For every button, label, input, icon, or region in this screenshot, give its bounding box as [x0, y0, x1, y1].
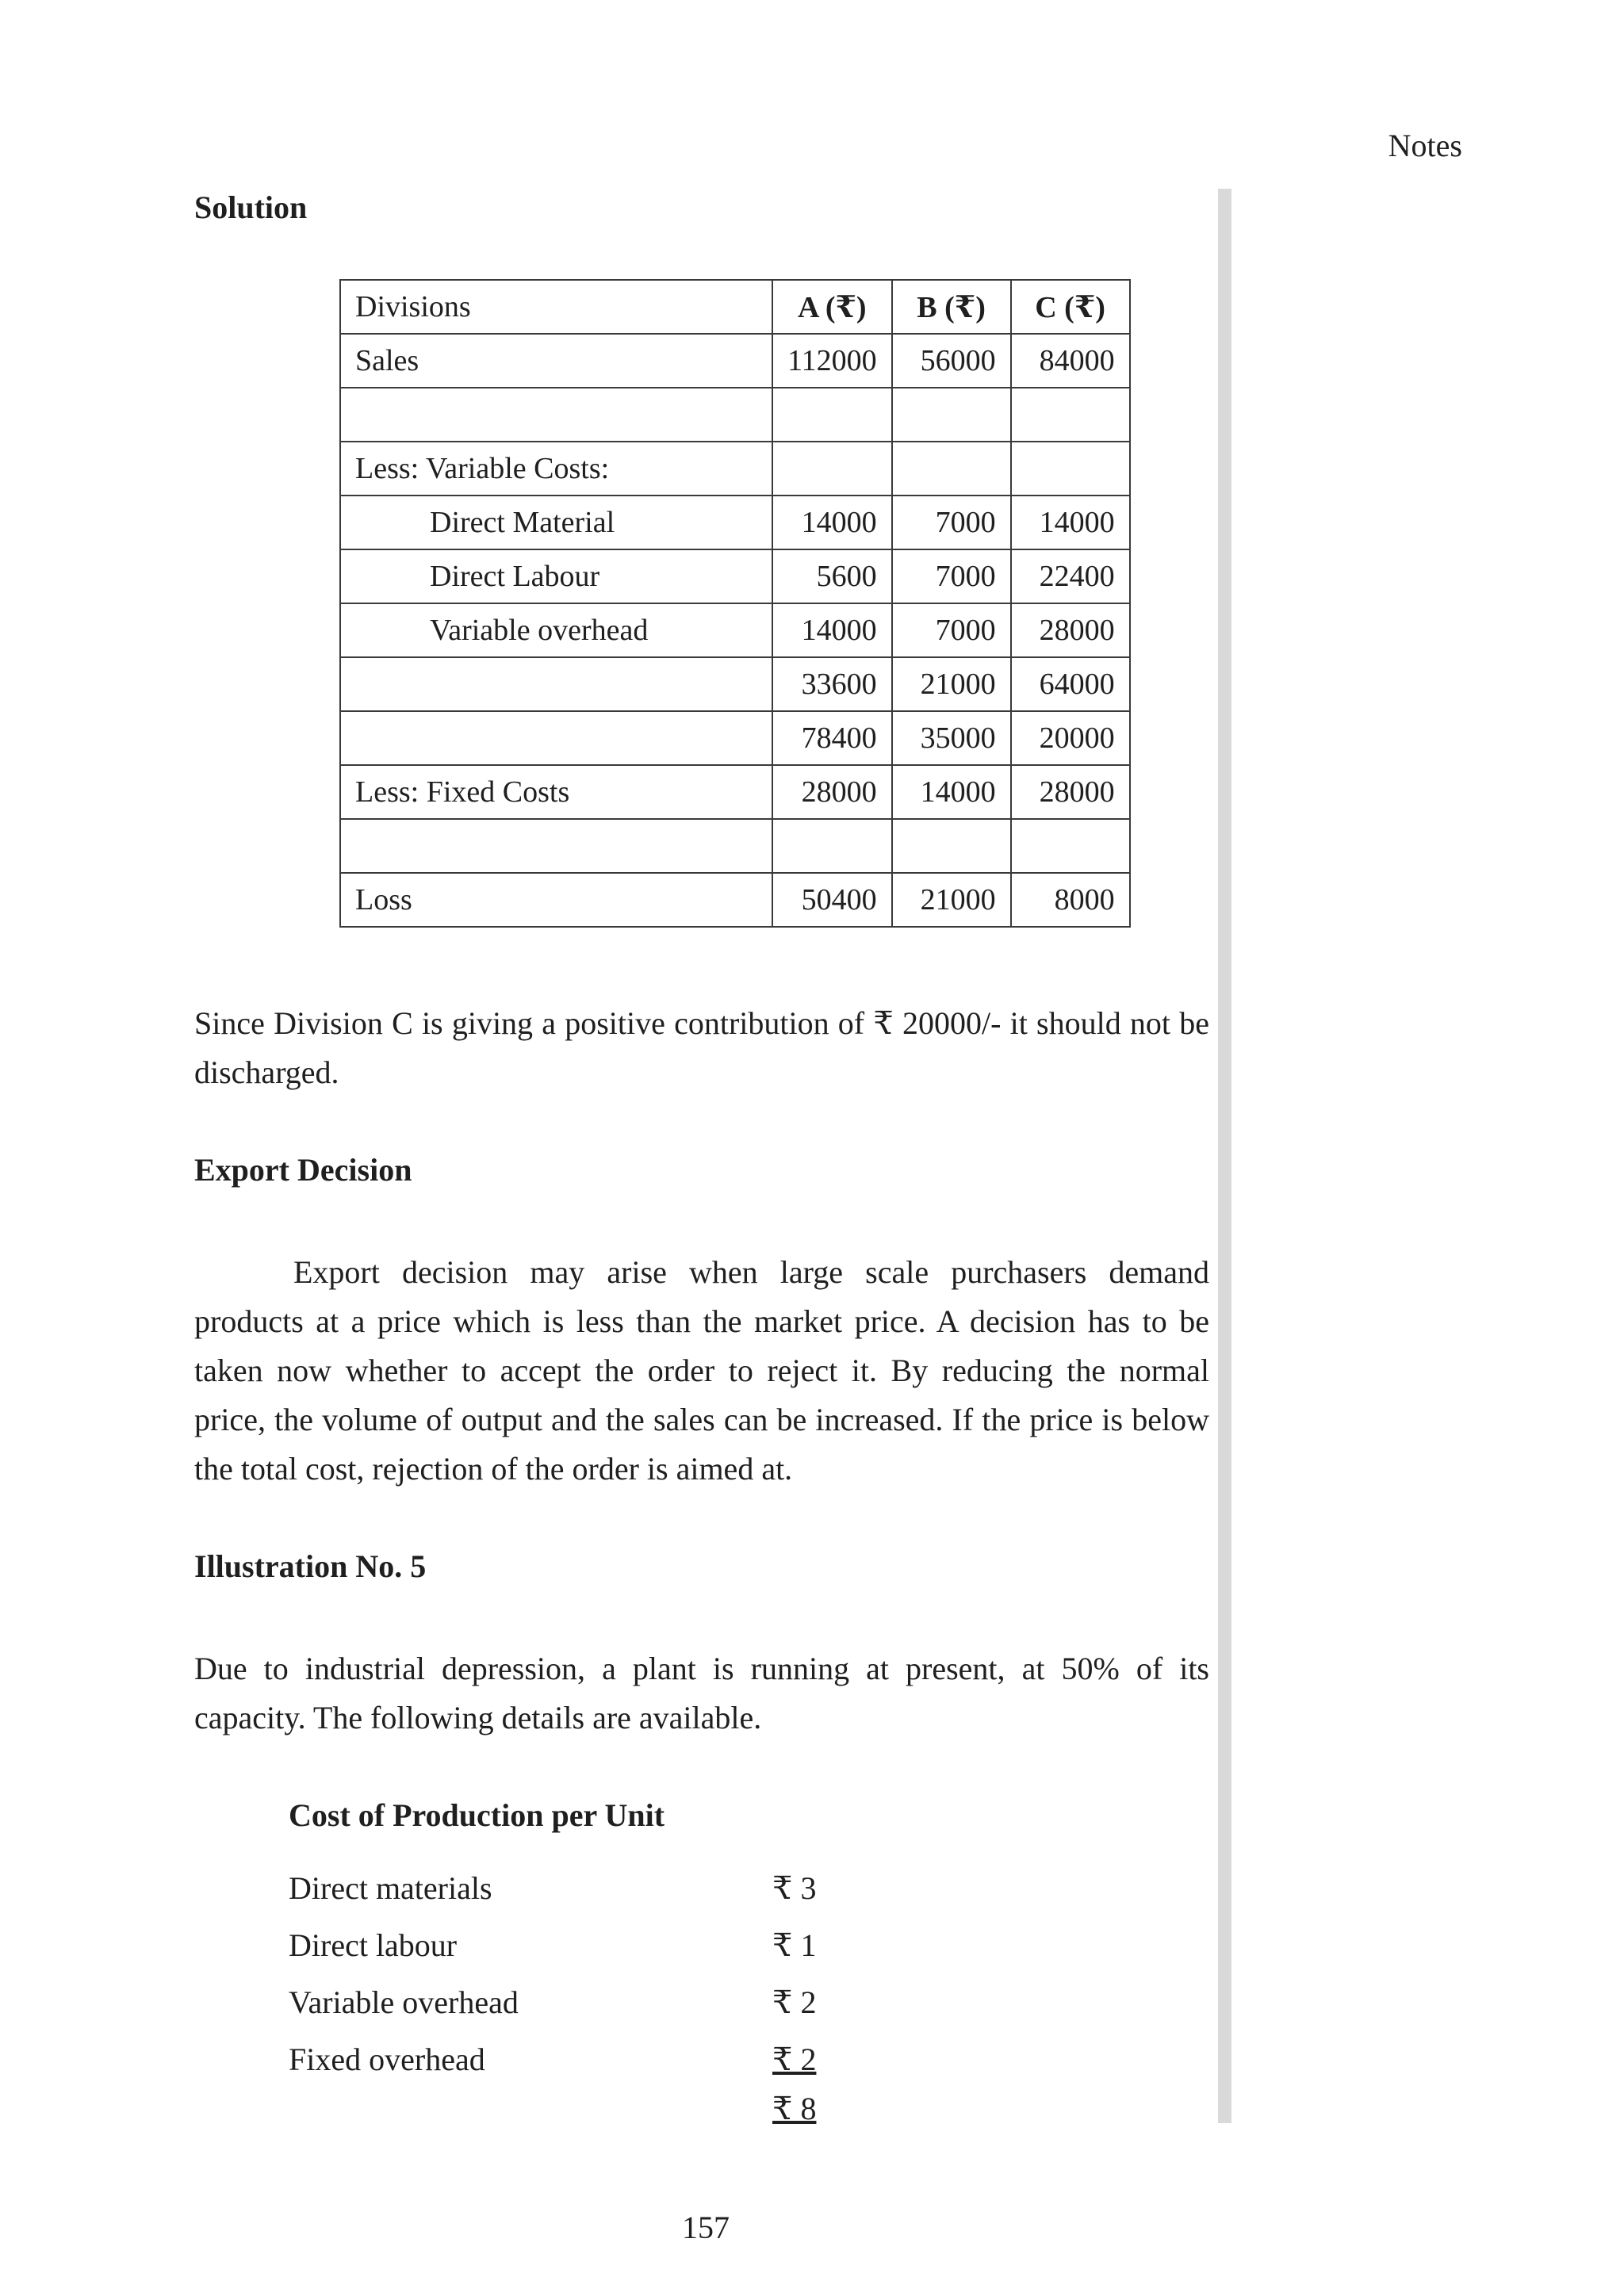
cost-total-value: ₹ 8	[772, 2091, 817, 2126]
table-row	[340, 711, 1130, 765]
cost-total	[289, 2090, 844, 2137]
cell-b	[892, 442, 1011, 496]
cost-of-production-title: Cost of Production per Unit	[289, 1797, 665, 1833]
cell-b: 7000	[892, 603, 1011, 657]
cell-c: 14000	[1011, 496, 1130, 549]
cost-value: ₹ 3	[772, 1870, 817, 1906]
table-row	[340, 603, 1130, 657]
row-label: Loss	[340, 873, 772, 927]
row-label	[340, 711, 772, 765]
row-label: Direct Material	[340, 496, 772, 549]
row-label: Sales	[340, 334, 772, 388]
export-decision-heading: Export Decision	[194, 1152, 412, 1188]
header-a: A (₹)	[772, 280, 892, 334]
table-row	[340, 657, 1130, 711]
page-number: 157	[682, 2210, 730, 2245]
cell-b: 21000	[892, 873, 1011, 927]
table-row	[340, 819, 1130, 873]
table-row	[340, 765, 1130, 819]
cell-a: 14000	[772, 496, 892, 549]
cell-a: 33600	[772, 657, 892, 711]
cell-a: 50400	[772, 873, 892, 927]
cell-b: 7000	[892, 496, 1011, 549]
cell-b: 7000	[892, 549, 1011, 603]
cost-item	[289, 2041, 844, 2088]
cell-b: 35000	[892, 711, 1011, 765]
cost-label: Fixed overhead	[289, 2042, 485, 2077]
cell-c	[1011, 442, 1130, 496]
cost-label: Direct labour	[289, 1927, 458, 1963]
cell-a: 78400	[772, 711, 892, 765]
cost-value: ₹ 1	[772, 1927, 817, 1963]
cell-c: 64000	[1011, 657, 1130, 711]
illustration-paragraph: Due to industrial depression, a plant is running at present, at 50% of its capacity. The following details are available.	[194, 1651, 1209, 1735]
cell-b: 14000	[892, 765, 1011, 819]
division-cost-table	[339, 279, 1131, 928]
row-label	[340, 388, 772, 442]
row-label	[340, 819, 772, 873]
row-label: Direct Labour	[340, 549, 772, 603]
header-b: B (₹)	[892, 280, 1011, 334]
cost-label: Variable overhead	[289, 1984, 519, 2020]
cell-a	[772, 442, 892, 496]
cell-b	[892, 388, 1011, 442]
cost-value: ₹ 2	[772, 1984, 817, 2020]
cost-item	[289, 1984, 844, 2031]
header-divisions: Divisions	[340, 280, 772, 334]
table-row	[340, 549, 1130, 603]
illustration-heading: Illustration No. 5	[194, 1548, 427, 1584]
table-row	[340, 496, 1130, 549]
table-row	[340, 388, 1130, 442]
cell-a	[772, 819, 892, 873]
row-label: Less: Variable Costs:	[340, 442, 772, 496]
notes-margin-label: Notes	[1388, 128, 1462, 163]
cell-a: 28000	[772, 765, 892, 819]
cell-b: 21000	[892, 657, 1011, 711]
cell-c	[1011, 388, 1130, 442]
cell-a	[772, 388, 892, 442]
solution-conclusion: Since Division C is giving a positive contribution of ₹ 20000/- it should not be discharged.	[194, 1005, 1209, 1090]
table-row	[340, 873, 1130, 927]
export-decision-paragraph: Export decision may arise when large scale purchasers demand products at a price which is less than the market price. A decision has to be taken now whether to accept the order to reject it. By reducing the normal price, the volume of output and the sales can be increased. If the price is below the total cost, rejection of the order is aimed at.	[194, 1254, 1209, 1487]
cell-c: 22400	[1011, 549, 1130, 603]
cell-c: 28000	[1011, 765, 1130, 819]
cell-c: 28000	[1011, 603, 1130, 657]
cell-a: 112000	[772, 334, 892, 388]
cell-a: 5600	[772, 549, 892, 603]
cell-c	[1011, 819, 1130, 873]
row-label: Less: Fixed Costs	[340, 765, 772, 819]
header-c: C (₹)	[1011, 280, 1130, 334]
cell-c: 84000	[1011, 334, 1130, 388]
cell-c: 20000	[1011, 711, 1130, 765]
cost-item	[289, 1927, 844, 1974]
row-label	[340, 657, 772, 711]
cell-b: 56000	[892, 334, 1011, 388]
cell-b	[892, 819, 1011, 873]
cell-c: 8000	[1011, 873, 1130, 927]
cost-value: ₹ 2	[772, 2042, 817, 2077]
table-row	[340, 334, 1130, 388]
cost-label: Direct materials	[289, 1870, 492, 1906]
row-label: Variable overhead	[340, 603, 772, 657]
table-header-row	[340, 280, 1130, 334]
table-row	[340, 442, 1130, 496]
cell-a: 14000	[772, 603, 892, 657]
cost-item	[289, 1869, 844, 1917]
solution-heading: Solution	[194, 189, 308, 225]
margin-rule	[1218, 189, 1231, 2123]
